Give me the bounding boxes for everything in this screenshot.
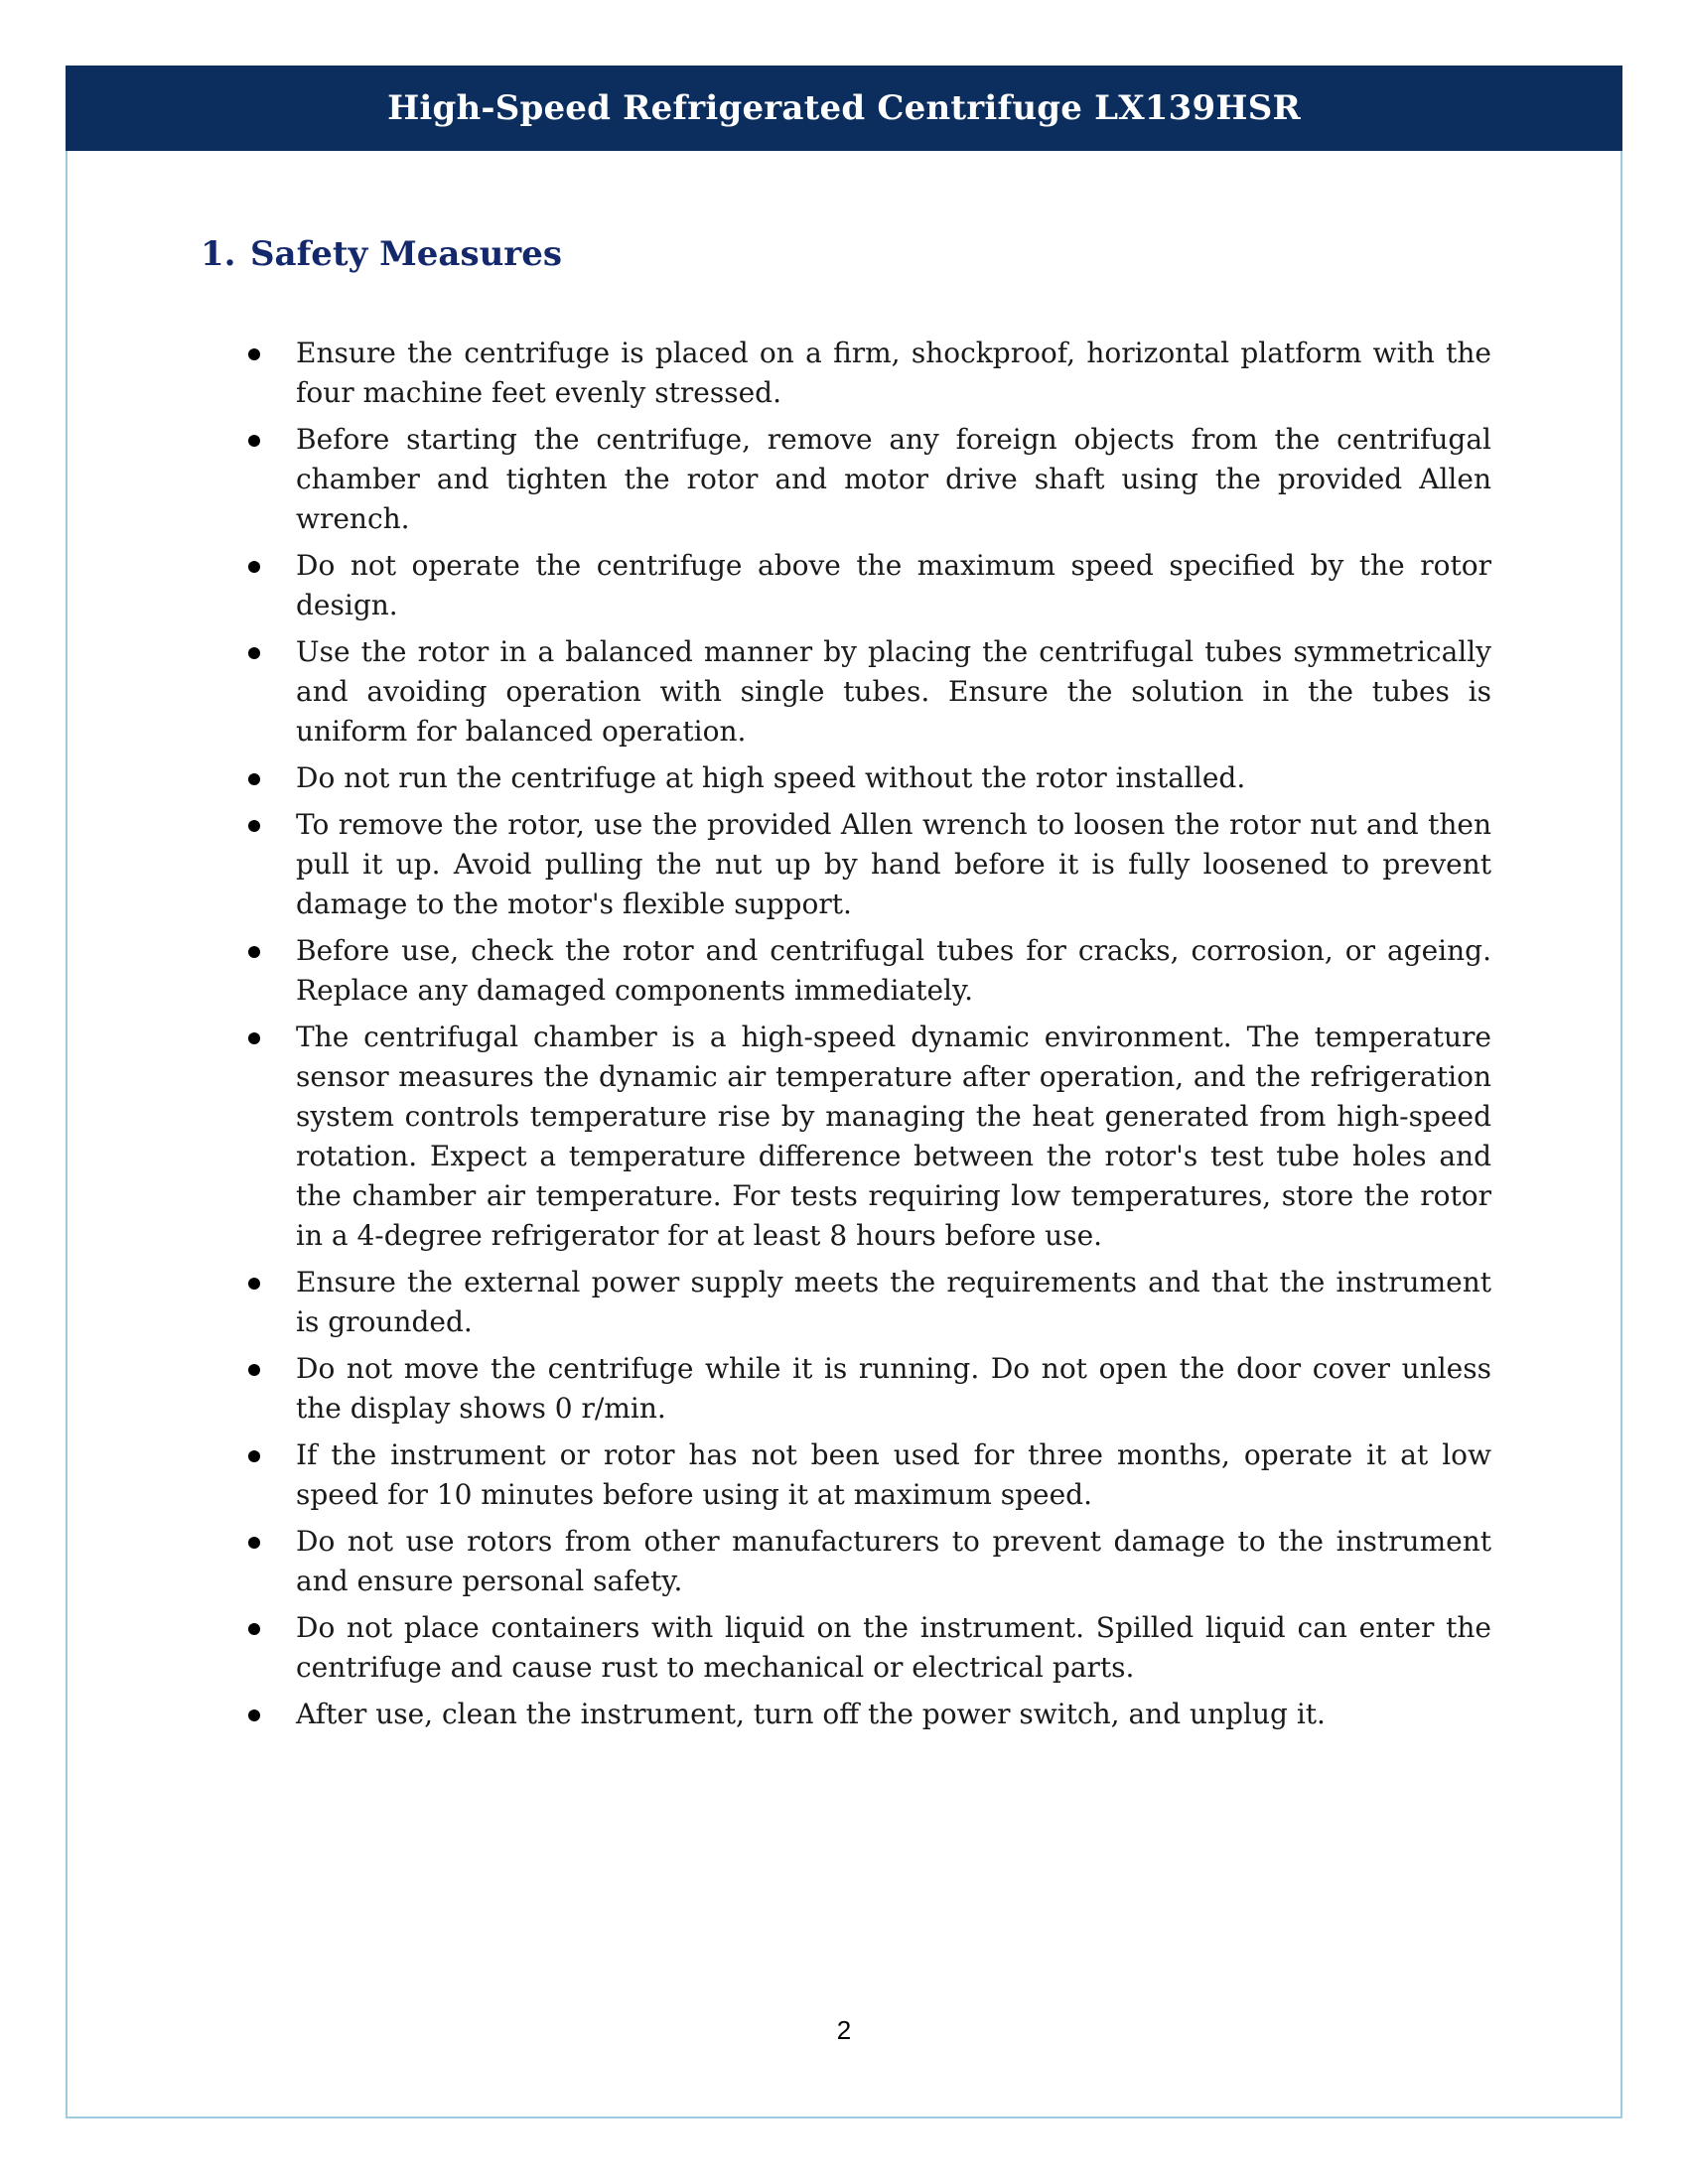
section-number: 1. [201,234,236,274]
bullet-icon [248,1709,260,1721]
bullet-icon [248,647,260,659]
list-item-text: To remove the rotor, use the provided Allen wrench to loosen the rotor nut and then pull it up. Avoid pulling the nut up by hand before it is fully loosened to prevent damage to the motor's flexible support. [296,808,1491,920]
list-item-text: After use, clean the instrument, turn off the power switch, and unplug it. [296,1698,1326,1730]
list-item-text: Ensure the external power supply meets the requirements and that the instrument is grounded. [296,1266,1491,1338]
document-header [66,66,1622,151]
safety-measures-list [248,334,1491,1741]
list-item [248,1018,1491,1256]
list-item-text: Do not place containers with liquid on the instrument. Spilled liquid can enter the centrifuge and cause rust to mechanical or electrical parts. [296,1611,1491,1684]
list-item [248,1263,1491,1342]
list-item [248,546,1491,625]
document-title: High-Speed Refrigerated Centrifuge LX139HSR [387,88,1301,128]
bullet-icon [248,1623,260,1635]
list-item [248,1435,1491,1515]
list-item [248,1522,1491,1601]
list-item [248,931,1491,1011]
page-number: 2 [836,2015,852,2045]
list-item-text: If the instrument or rotor has not been used for three months, operate it at low speed for 10 minutes before using it at maximum speed. [296,1438,1491,1511]
list-item-text: The centrifugal chamber is a high-speed dynamic environment. The temperature sensor measures the dynamic air temperature after operation, and the refrigeration system controls temperature rise by managing the heat generated from high-speed rotation. Expect a temperature difference between the rotor's test tube holes and the chamber air temperature. For tests requiring low temperatures, store the rotor in a 4-degree refrigerator for at least 8 hours before use. [296,1021,1491,1252]
bullet-icon [248,1032,260,1044]
list-item-text: Before starting the centrifuge, remove any foreign objects from the centrifugal chamber and tighten the rotor and motor drive shaft using the provided Allen wrench. [296,423,1491,535]
bullet-icon [248,1537,260,1549]
bullet-icon [248,946,260,958]
bullet-icon [248,1364,260,1376]
bullet-icon [248,820,260,832]
list-item [248,758,1491,798]
list-item [248,1695,1491,1734]
bullet-icon [248,773,260,785]
list-item-text: Do not move the centrifuge while it is running. Do not open the door cover unless the display shows 0 r/min. [296,1352,1491,1425]
list-item [248,1349,1491,1429]
bullet-icon [248,1278,260,1290]
bullet-icon [248,1450,260,1462]
bullet-icon [248,435,260,447]
list-item-text: Use the rotor in a balanced manner by placing the centrifugal tubes symmetrically and avoiding operation with single tubes. Ensure the solution in the tubes is uniform for balanced operation. [296,635,1491,748]
list-item [248,1608,1491,1688]
list-item-text: Do not use rotors from other manufacturers to prevent damage to the instrument and ensure personal safety. [296,1525,1491,1597]
bullet-icon [248,348,260,360]
list-item-text: Do not operate the centrifuge above the maximum speed specified by the rotor design. [296,549,1491,621]
bullet-icon [248,561,260,573]
list-item [248,805,1491,924]
section-heading [201,234,562,274]
list-item-text: Do not run the centrifuge at high speed without the rotor installed. [296,761,1246,794]
list-item-text: Before use, check the rotor and centrifugal tubes for cracks, corrosion, or ageing. Replace any damaged components immediately. [296,934,1491,1007]
list-item [248,334,1491,413]
section-title: Safety Measures [250,234,562,274]
list-item [248,632,1491,751]
list-item [248,420,1491,539]
list-item-text: Ensure the centrifuge is placed on a firm, shockproof, horizontal platform with the four machine feet evenly stressed. [296,337,1491,409]
